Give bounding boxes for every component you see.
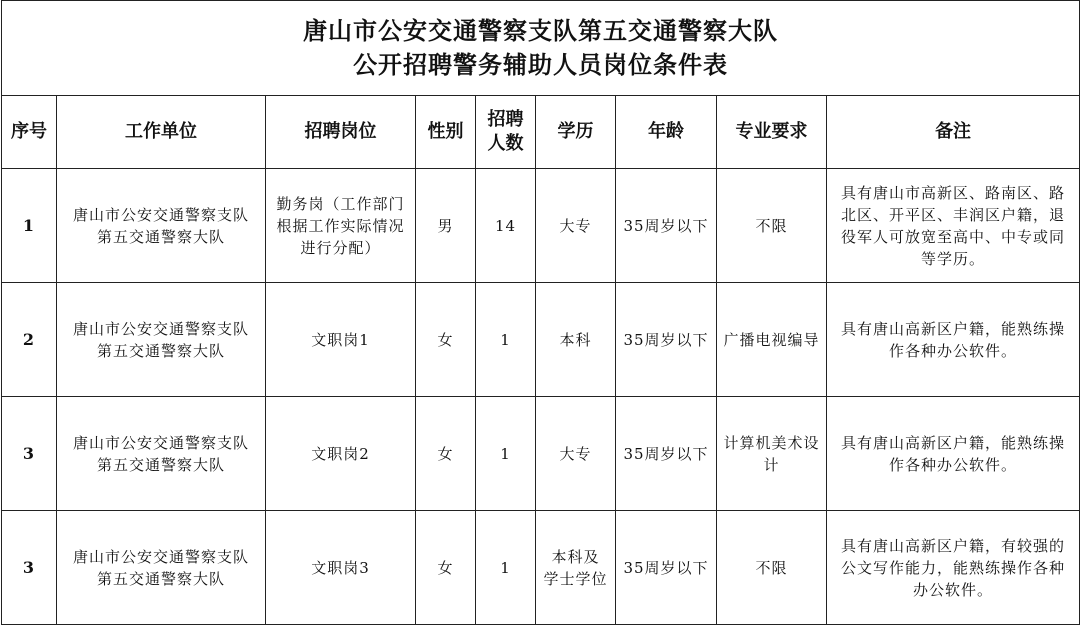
cell-seq: 2 bbox=[2, 283, 57, 397]
cell-notes bbox=[827, 511, 1080, 625]
major-line: 计 bbox=[763, 455, 780, 474]
note-line: 公文写作能力，能熟练操作各种 bbox=[841, 558, 1066, 577]
cell-education bbox=[536, 511, 616, 625]
cell-position bbox=[266, 511, 416, 625]
position-line: 文职岗2 bbox=[311, 444, 370, 463]
cell-education bbox=[536, 397, 616, 511]
unit-line: 唐山市公安交通警察支队 bbox=[72, 205, 249, 224]
header-count-line-1: 招聘 bbox=[487, 109, 524, 130]
education-line: 大专 bbox=[559, 444, 592, 463]
cell-count: 1 bbox=[476, 283, 536, 397]
position-line: 根据工作实际情况 bbox=[276, 216, 405, 235]
education-line: 大专 bbox=[559, 216, 592, 235]
header-major: 专业要求 bbox=[717, 96, 827, 169]
cell-major bbox=[717, 511, 827, 625]
cell-major bbox=[717, 283, 827, 397]
unit-line: 第五交通警察大队 bbox=[96, 569, 225, 588]
education-line: 本科 bbox=[559, 330, 592, 349]
note-line: 役军人可放宽至高中、中专或同 bbox=[841, 227, 1066, 246]
cell-age: 35周岁以下 bbox=[616, 397, 717, 511]
position-line: 勤务岗（工作部门 bbox=[276, 194, 405, 213]
major-line: 不限 bbox=[755, 558, 788, 577]
major-line: 广播电视编导 bbox=[723, 330, 820, 349]
cell-education bbox=[536, 169, 616, 283]
table-row bbox=[2, 283, 1080, 397]
unit-line: 唐山市公安交通警察支队 bbox=[72, 319, 249, 338]
note-line: 等学历。 bbox=[921, 249, 986, 268]
position-line: 文职岗3 bbox=[311, 558, 370, 577]
header-unit: 工作单位 bbox=[57, 96, 266, 169]
cell-seq: 1 bbox=[2, 169, 57, 283]
note-line: 作各种办公软件。 bbox=[889, 455, 1018, 474]
cell-count: 1 bbox=[476, 511, 536, 625]
note-line: 具有唐山高新区户籍，能熟练操 bbox=[841, 433, 1066, 452]
cell-age: 35周岁以下 bbox=[616, 283, 717, 397]
position-line: 文职岗1 bbox=[311, 330, 370, 349]
header-count bbox=[476, 96, 536, 169]
header-count-line-2: 人数 bbox=[487, 133, 524, 154]
note-line: 具有唐山高新区户籍，能熟练操 bbox=[841, 319, 1066, 338]
table-title bbox=[2, 1, 1080, 96]
header-seq: 序号 bbox=[2, 96, 57, 169]
recruitment-conditions-table bbox=[1, 0, 1080, 625]
unit-line: 唐山市公安交通警察支队 bbox=[72, 547, 249, 566]
position-line: 进行分配） bbox=[300, 238, 381, 257]
cell-notes bbox=[827, 283, 1080, 397]
cell-notes bbox=[827, 397, 1080, 511]
unit-line: 唐山市公安交通警察支队 bbox=[72, 433, 249, 452]
cell-unit bbox=[57, 511, 266, 625]
note-line: 具有唐山高新区户籍，有较强的 bbox=[841, 536, 1066, 555]
unit-line: 第五交通警察大队 bbox=[96, 455, 225, 474]
header-age: 年龄 bbox=[616, 96, 717, 169]
header-gender: 性别 bbox=[416, 96, 476, 169]
cell-gender: 女 bbox=[416, 397, 476, 511]
header-education: 学历 bbox=[536, 96, 616, 169]
note-line: 具有唐山市高新区、路南区、路 bbox=[841, 183, 1066, 202]
table-body bbox=[2, 169, 1080, 625]
cell-gender: 女 bbox=[416, 283, 476, 397]
major-line: 计算机美术设 bbox=[723, 433, 820, 452]
title-line-1: 唐山市公安交通警察支队第五交通警察大队 bbox=[303, 16, 779, 45]
title-row bbox=[2, 1, 1080, 96]
unit-line: 第五交通警察大队 bbox=[96, 227, 225, 246]
cell-education bbox=[536, 283, 616, 397]
cell-position bbox=[266, 169, 416, 283]
header-position: 招聘岗位 bbox=[266, 96, 416, 169]
cell-major bbox=[717, 169, 827, 283]
table-row bbox=[2, 511, 1080, 625]
education-line: 本科及 bbox=[551, 547, 600, 566]
cell-count: 1 bbox=[476, 397, 536, 511]
table-row bbox=[2, 397, 1080, 511]
note-line: 北区、开平区、丰润区户籍，退 bbox=[841, 205, 1066, 224]
cell-count: 14 bbox=[476, 169, 536, 283]
header-notes: 备注 bbox=[827, 96, 1080, 169]
cell-gender: 女 bbox=[416, 511, 476, 625]
cell-unit bbox=[57, 397, 266, 511]
cell-position bbox=[266, 283, 416, 397]
education-line: 学士学位 bbox=[543, 569, 608, 588]
cell-seq: 3 bbox=[2, 511, 57, 625]
cell-age: 35周岁以下 bbox=[616, 169, 717, 283]
cell-gender: 男 bbox=[416, 169, 476, 283]
title-line-2: 公开招聘警务辅助人员岗位条件表 bbox=[353, 50, 729, 79]
unit-line: 第五交通警察大队 bbox=[96, 341, 225, 360]
cell-unit bbox=[57, 283, 266, 397]
cell-age: 35周岁以下 bbox=[616, 511, 717, 625]
major-line: 不限 bbox=[755, 216, 788, 235]
cell-seq: 3 bbox=[2, 397, 57, 511]
cell-major bbox=[717, 397, 827, 511]
header-row bbox=[2, 96, 1080, 169]
cell-position bbox=[266, 397, 416, 511]
note-line: 作各种办公软件。 bbox=[889, 341, 1018, 360]
note-line: 办公软件。 bbox=[913, 580, 994, 599]
cell-unit bbox=[57, 169, 266, 283]
table-row bbox=[2, 169, 1080, 283]
cell-notes bbox=[827, 169, 1080, 283]
